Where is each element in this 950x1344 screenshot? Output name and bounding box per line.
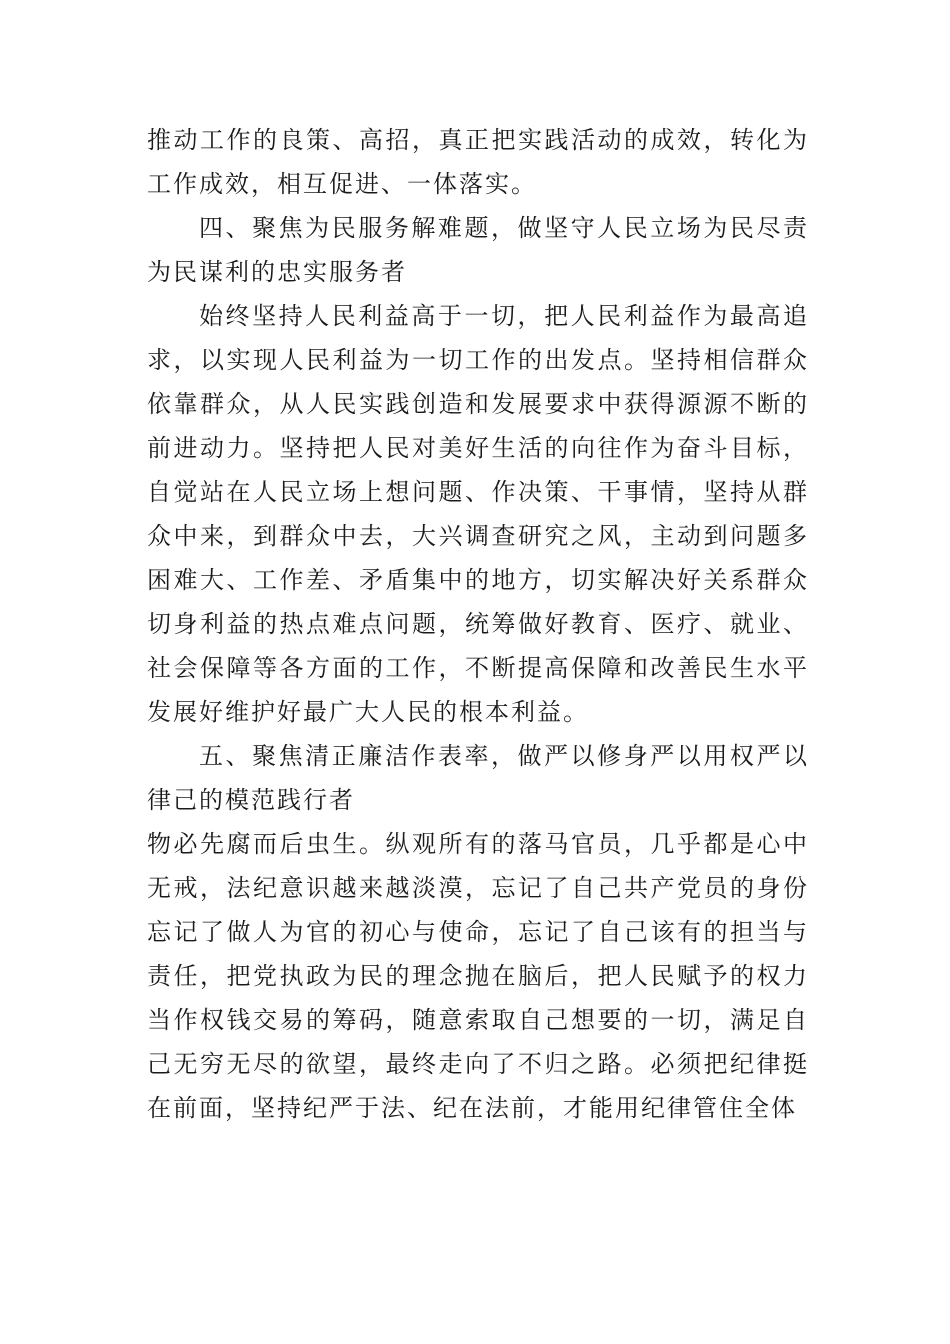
paragraph [147, 734, 809, 822]
text-line: 五、聚焦清正廉洁作表率，做严以修身严以用权严以 [199, 742, 809, 770]
text-line: 社会保障等各方面的工作，不断提高保障和改善民生水平 [147, 654, 809, 682]
text-line: 切身利益的热点难点问题，统筹做好教育、医疗、就业、 [147, 610, 809, 638]
text-line: 无戒，法纪意识越来越淡漠，忘记了自己共产党员的身份 [147, 874, 809, 902]
text-line: 依靠群众，从人民实践创造和发展要求中获得源源不断的 [147, 390, 809, 418]
paragraph [147, 294, 809, 734]
text-line: 当作权钱交易的筹码，随意索取自己想要的一切，满足自 [147, 1006, 809, 1034]
text-line: 四、聚焦为民服务解难题，做坚守人民立场为民尽责 [199, 214, 809, 242]
document-body [147, 118, 809, 1130]
text-line: 己无穷无尽的欲望，最终走向了不归之路。必须把纪律挺 [147, 1050, 809, 1078]
paragraph [147, 822, 809, 1130]
text-line: 求，以实现人民利益为一切工作的出发点。坚持相信群众 [147, 346, 809, 374]
paragraph [147, 118, 809, 206]
text-line: 工作成效，相互促进、一体落实。 [147, 170, 537, 198]
text-line: 发展好维护好最广大人民的根本利益。 [147, 698, 589, 726]
text-line: 忘记了做人为官的初心与使命，忘记了自己该有的担当与 [147, 918, 809, 946]
text-line: 推动工作的良策、高招，真正把实践活动的成效，转化为 [147, 126, 809, 154]
text-line: 律己的模范践行者 [147, 786, 355, 814]
text-line: 众中来，到群众中去，大兴调查研究之风，主动到问题多 [147, 522, 809, 550]
text-line: 责任，把党执政为民的理念抛在脑后，把人民赋予的权力 [147, 962, 809, 990]
text-line: 在前面，坚持纪严于法、纪在法前，才能用纪律管住全体 [147, 1094, 797, 1122]
text-line: 前进动力。坚持把人民对美好生活的向往作为奋斗目标， [147, 434, 809, 462]
text-line: 物必先腐而后虫生。纵观所有的落马官员，几乎都是心中 [147, 830, 809, 858]
paragraph [147, 206, 809, 294]
text-line: 自觉站在人民立场上想问题、作决策、干事情，坚持从群 [147, 478, 809, 506]
text-line: 始终坚持人民利益高于一切，把人民利益作为最高追 [199, 302, 809, 330]
text-line: 为民谋利的忠实服务者 [147, 258, 407, 286]
text-line: 困难大、工作差、矛盾集中的地方，切实解决好关系群众 [147, 566, 809, 594]
